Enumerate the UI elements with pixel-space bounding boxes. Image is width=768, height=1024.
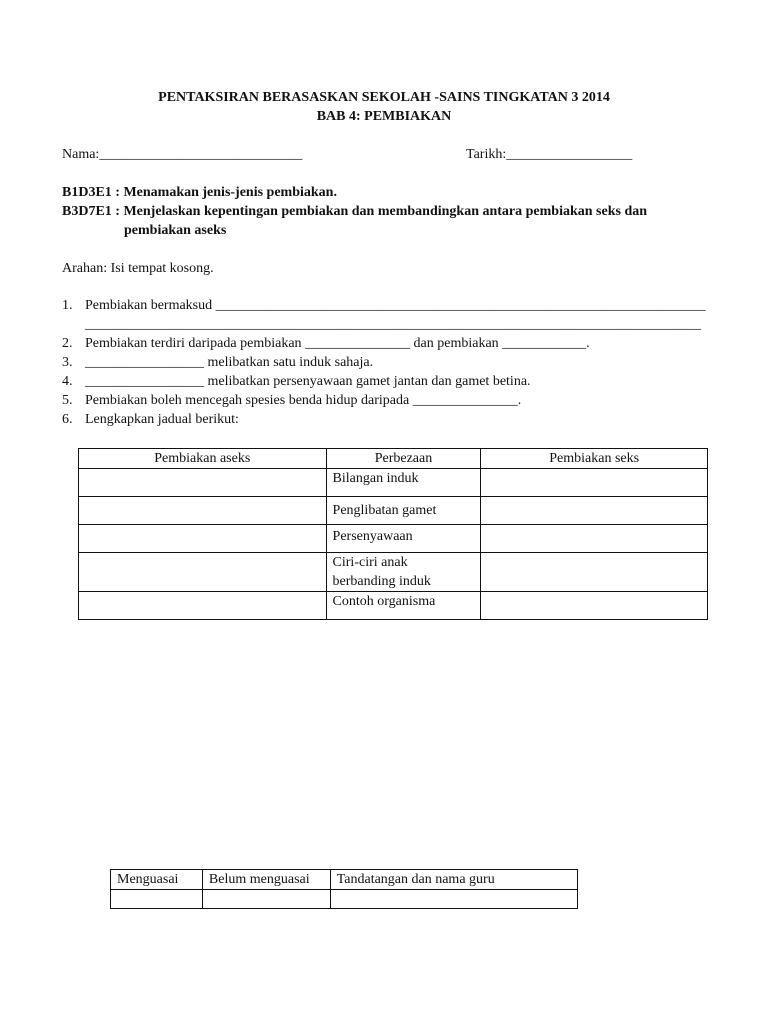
- question-3-text[interactable]: _________________ melibatkan satu induk sahaja.: [85, 355, 374, 370]
- table-row: [79, 497, 708, 525]
- header-belum-menguasai: Belum menguasai: [202, 870, 330, 890]
- nama-field[interactable]: Nama:_____________________________: [62, 147, 303, 162]
- question-number: 5.: [62, 393, 73, 408]
- aspect-cell: [326, 525, 481, 553]
- question-1-text[interactable]: Pembiakan bermaksud ______________________________________________________________________: [85, 298, 706, 313]
- assessment-row: [111, 890, 578, 909]
- header-perbezaan: Perbezaan: [326, 449, 481, 469]
- question-number: 1.: [62, 298, 73, 313]
- belum-menguasai-cell[interactable]: [202, 890, 330, 909]
- aseks-answer-cell[interactable]: [79, 592, 327, 620]
- aspect-cell: [326, 497, 481, 525]
- objective-2-continued: pembiakan aseks: [124, 223, 227, 238]
- aseks-answer-cell[interactable]: [79, 525, 327, 553]
- assessment-header-row: [111, 870, 578, 890]
- aspect-label: Penglibatan gamet: [332, 503, 437, 518]
- seks-answer-cell[interactable]: [481, 592, 708, 620]
- question-5-text[interactable]: Pembiakan boleh mencegah spesies benda hidup daripada _______________.: [85, 393, 522, 408]
- aspect-cell: Bilangan induk: [326, 469, 481, 497]
- seks-answer-cell[interactable]: [481, 553, 708, 592]
- instruction: Arahan: Isi tempat kosong.: [62, 261, 214, 276]
- aspect-label-line1: Ciri-ciri anak: [332, 555, 408, 570]
- question-2-text[interactable]: Pembiakan terdiri daripada pembiakan _______________ dan pembiakan ____________.: [85, 336, 590, 351]
- aspect-label: Persenyawaan: [332, 529, 413, 544]
- header-tandatangan: Tandatangan dan nama guru: [330, 870, 577, 890]
- objective-1: B1D3E1 : Menamakan jenis-jenis pembiakan.: [62, 185, 337, 200]
- table-row: [79, 553, 708, 592]
- page-title: PENTAKSIRAN BERASASKAN SEKOLAH -SAINS TINGKATAN 3 2014: [158, 90, 610, 105]
- question-4-text[interactable]: _________________ melibatkan persenyawaan gamet jantan dan gamet betina.: [85, 374, 531, 389]
- table-row: [79, 469, 708, 497]
- table-row: [79, 525, 708, 553]
- aspect-cell: Contoh organisma: [326, 592, 481, 620]
- aseks-answer-cell[interactable]: [79, 497, 327, 525]
- objective-2: B3D7E1 : Menjelaskan kepentingan pembiakan dan membandingkan antara pembiakan seks dan: [62, 204, 648, 219]
- aspect-label-line2: berbanding induk: [332, 574, 431, 589]
- seks-answer-cell[interactable]: [481, 497, 708, 525]
- header-pembiakan-aseks: Pembiakan aseks: [79, 449, 327, 469]
- assessment-table: [110, 869, 578, 909]
- aspect-cell: [326, 553, 481, 592]
- question-number: 4.: [62, 374, 73, 389]
- header-menguasai: Menguasai: [111, 870, 203, 890]
- page-subtitle: BAB 4: PEMBIAKAN: [316, 109, 452, 124]
- seks-answer-cell[interactable]: [481, 525, 708, 553]
- header-pembiakan-seks: Pembiakan seks: [481, 449, 708, 469]
- menguasai-cell[interactable]: [111, 890, 203, 909]
- question-1-continued[interactable]: ________________________________________________________________________________________: [85, 317, 701, 332]
- question-6-text: Lengkapkan jadual berikut:: [85, 412, 239, 427]
- aseks-answer-cell[interactable]: [79, 469, 327, 497]
- question-number: 6.: [62, 412, 73, 427]
- question-number: 3.: [62, 355, 73, 370]
- table-row: [79, 592, 708, 620]
- table-header-row: [79, 449, 708, 469]
- aseks-answer-cell[interactable]: [79, 553, 327, 592]
- tandatangan-cell[interactable]: [330, 890, 577, 909]
- tarikh-field[interactable]: Tarikh:__________________: [466, 147, 633, 162]
- question-number: 2.: [62, 336, 73, 351]
- comparison-table: [78, 448, 708, 620]
- seks-answer-cell[interactable]: [481, 469, 708, 497]
